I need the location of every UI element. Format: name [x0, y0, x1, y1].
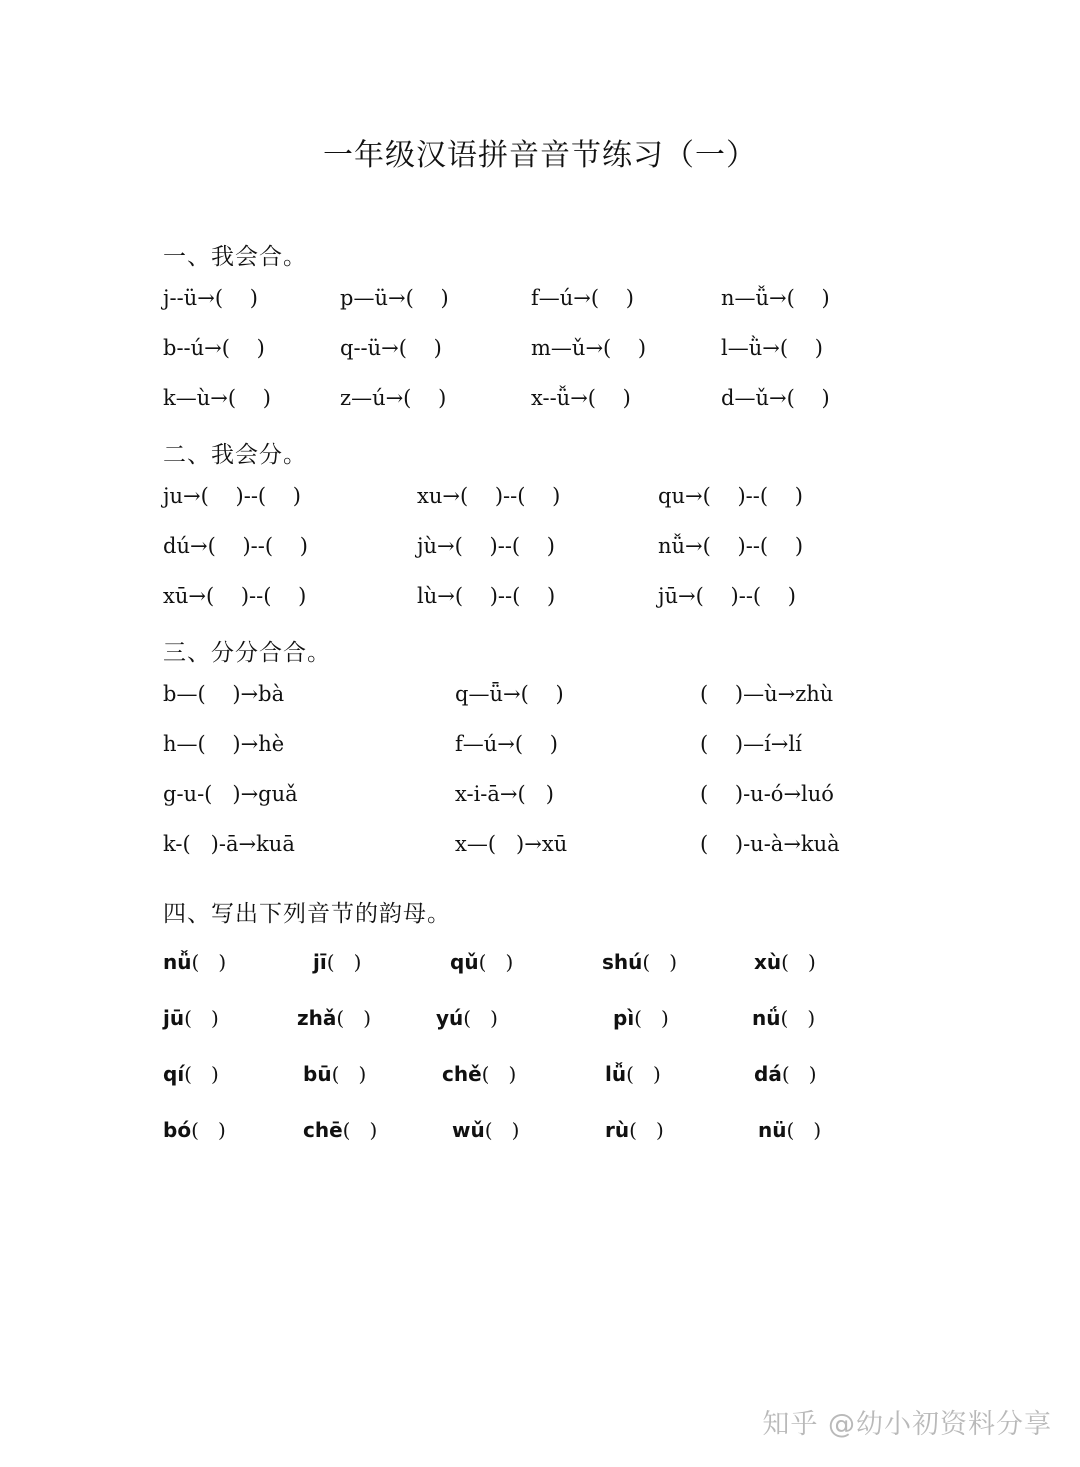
answer-blank: ( ) [331, 1062, 367, 1086]
exercise-row [0, 1118, 1080, 1154]
exercise-item [436, 1006, 498, 1030]
exercise-item: ju→( )--( ) [163, 484, 301, 508]
exercise-item: k-( )-ā→kuā [163, 832, 295, 856]
exercise-item: h—( )→hè [163, 732, 285, 756]
exercise-item [297, 1006, 371, 1030]
syllable: yú [436, 1006, 464, 1030]
syllable: wǔ [452, 1118, 485, 1142]
exercise-item [754, 950, 816, 974]
exercise-item [754, 1062, 817, 1086]
section-heading-3: 三、分分合合。 [163, 640, 331, 666]
exercise-item [303, 1118, 377, 1142]
exercise-item [450, 950, 513, 974]
answer-blank: ( ) [626, 1062, 661, 1086]
exercise-row [0, 1006, 1080, 1042]
exercise-item: xu→( )--( ) [417, 484, 561, 508]
exercise-item [758, 1118, 821, 1142]
exercise-item: n—ǚ→( ) [721, 286, 830, 310]
exercise-item [613, 1006, 669, 1030]
syllable: bū [303, 1062, 332, 1086]
exercise-row [0, 386, 1080, 422]
exercise-item: k—ù→( ) [163, 386, 271, 410]
answer-blank: ( ) [191, 1118, 226, 1142]
syllable: jī [313, 950, 327, 974]
syllable: xù [754, 950, 782, 974]
exercise-row [0, 336, 1080, 372]
syllable: nǚ [163, 950, 192, 974]
exercise-item: f—ú→( ) [455, 732, 558, 756]
answer-blank: ( ) [326, 950, 362, 974]
answer-blank: ( ) [642, 950, 678, 974]
exercise-row [0, 832, 1080, 868]
exercise-item: f—ú→( ) [531, 286, 634, 310]
section-heading-4: 四、写出下列音节的韵母。 [163, 901, 451, 927]
exercise-item [303, 1062, 366, 1086]
exercise-item: ( )-u-à→kuà [700, 832, 840, 856]
exercise-item: x—( )→xū [455, 832, 568, 856]
syllable: pì [613, 1006, 635, 1030]
exercise-item: m—ǔ→( ) [531, 336, 647, 360]
syllable: chē [303, 1118, 343, 1142]
answer-blank: ( ) [781, 1062, 817, 1086]
exercise-item: d—ǔ→( ) [721, 386, 830, 410]
exercise-item [163, 1062, 219, 1086]
answer-blank: ( ) [780, 1006, 816, 1030]
exercise-item: ( )—ù→zhù [700, 682, 834, 706]
exercise-row [0, 682, 1080, 718]
exercise-row [0, 950, 1080, 986]
syllable: nü [758, 1118, 787, 1142]
exercise-item [605, 1118, 664, 1142]
syllable: dá [754, 1062, 782, 1086]
exercise-item: lù→( )--( ) [417, 584, 556, 608]
exercise-item [605, 1062, 661, 1086]
answer-blank: ( ) [342, 1118, 378, 1142]
answer-blank: ( ) [463, 1006, 498, 1030]
exercise-item: nǚ→( )--( ) [658, 534, 804, 558]
syllable: chě [442, 1062, 482, 1086]
exercise-item: jù→( )--( ) [417, 534, 555, 558]
syllable: qǔ [450, 950, 479, 974]
section-heading-1: 一、我会合。 [163, 244, 307, 270]
exercise-item: x--ǚ→( ) [531, 386, 631, 410]
exercise-row [0, 1062, 1080, 1098]
exercise-row [0, 286, 1080, 322]
page-title: 一年级汉语拼音音节练习（一） [323, 138, 757, 173]
exercise-row [0, 484, 1080, 520]
syllable: zhǎ [297, 1006, 337, 1030]
exercise-item: dú→( )--( ) [163, 534, 308, 558]
exercise-item: b--ú→( ) [163, 336, 265, 360]
exercise-item: p—ü→( ) [340, 286, 449, 310]
exercise-item [163, 950, 226, 974]
exercise-item: z—ú→( ) [340, 386, 447, 410]
syllable: nǘ [752, 1006, 781, 1030]
exercise-item [163, 1118, 226, 1142]
exercise-item: xū→( )--( ) [163, 584, 307, 608]
exercise-item: jū→( )--( ) [658, 584, 796, 608]
exercise-item: q—ǖ→( ) [455, 682, 564, 706]
syllable: qí [163, 1062, 185, 1086]
answer-blank: ( ) [629, 1118, 664, 1142]
section-heading-2: 二、我会分。 [163, 442, 307, 468]
exercise-item [313, 950, 361, 974]
answer-blank: ( ) [478, 950, 514, 974]
answer-blank: ( ) [184, 1006, 219, 1030]
exercise-item [452, 1118, 519, 1142]
answer-blank: ( ) [481, 1062, 517, 1086]
exercise-row [0, 782, 1080, 818]
exercise-row [0, 732, 1080, 768]
watermark: 知乎 @幼小初资料分享 [762, 1409, 1052, 1440]
syllable: lǚ [605, 1062, 627, 1086]
exercise-item [752, 1006, 815, 1030]
syllable: bó [163, 1118, 192, 1142]
exercise-item: q--ü→( ) [340, 336, 442, 360]
syllable: shú [602, 950, 643, 974]
exercise-item: ( )—í→lí [700, 732, 802, 756]
syllable: rù [605, 1118, 630, 1142]
answer-blank: ( ) [634, 1006, 669, 1030]
answer-blank: ( ) [184, 1062, 219, 1086]
exercise-row [0, 584, 1080, 620]
exercise-item: qu→( )--( ) [658, 484, 803, 508]
answer-blank: ( ) [191, 950, 227, 974]
answer-blank: ( ) [484, 1118, 520, 1142]
answer-blank: ( ) [781, 950, 816, 974]
exercise-item [163, 1006, 219, 1030]
exercise-item: b—( )→bà [163, 682, 285, 706]
exercise-item: g-u-( )→guǎ [163, 782, 298, 806]
exercise-item: ( )-u-ó→luó [700, 782, 834, 806]
exercise-row [0, 534, 1080, 570]
exercise-item: j--ü→( ) [163, 286, 258, 310]
answer-blank: ( ) [336, 1006, 372, 1030]
exercise-item: l—ǜ→( ) [721, 336, 823, 360]
exercise-item: x-i-ā→( ) [455, 782, 554, 806]
exercise-item [602, 950, 677, 974]
answer-blank: ( ) [786, 1118, 822, 1142]
exercise-item [442, 1062, 516, 1086]
syllable: jū [163, 1006, 185, 1030]
